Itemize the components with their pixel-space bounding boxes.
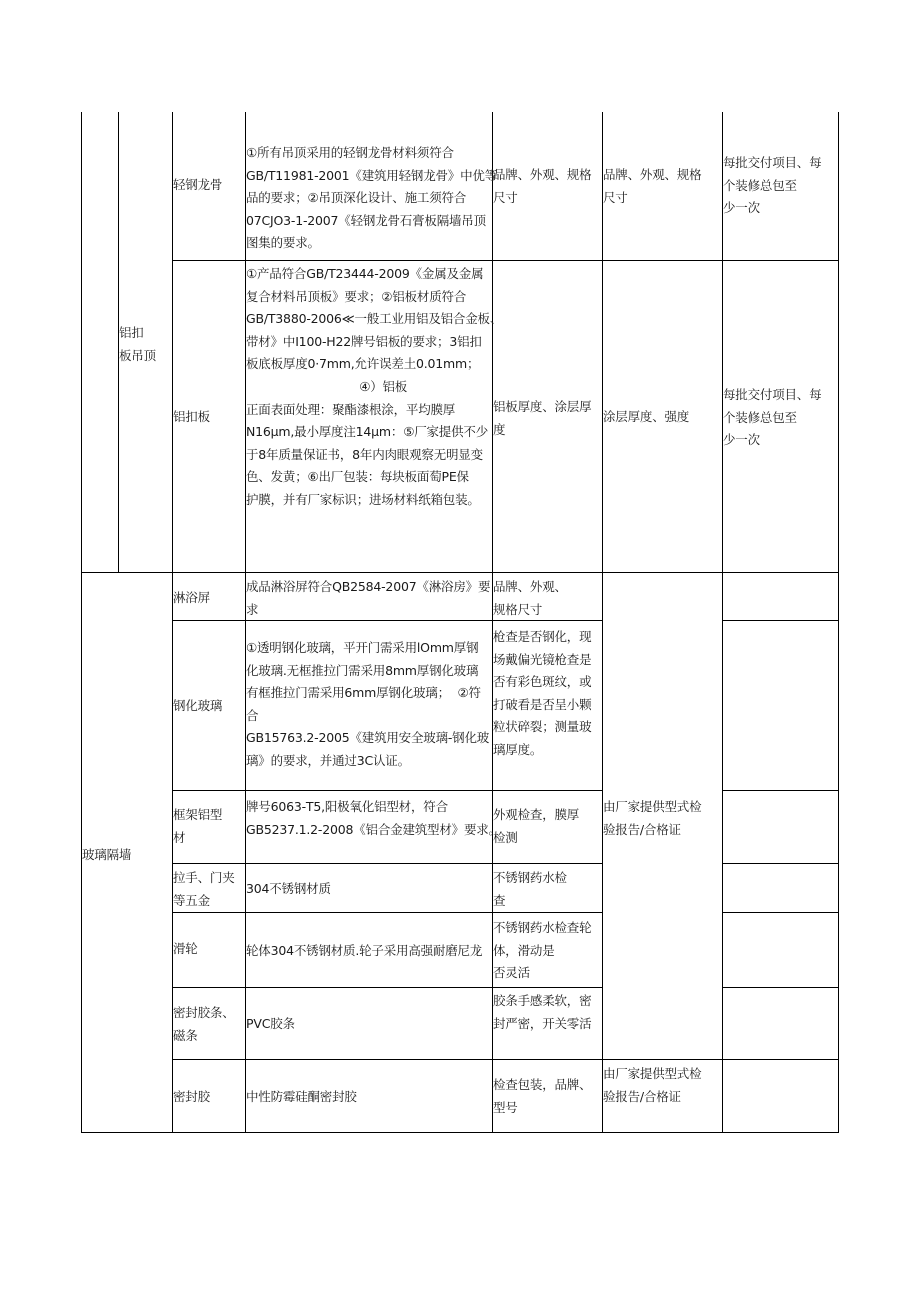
table-row-check: 涂层厚度、强度 [603,409,690,424]
table-row-name: 钢化玻璃 [173,698,223,713]
group-label-aluminum-ceiling: 铝扣 板吊顶 [119,325,156,363]
table-rule [81,572,839,573]
table-rule [722,620,839,621]
table-rule [722,912,839,913]
table-row-name: 轻钢龙骨 [173,177,223,192]
table-row-name: 滑轮 [173,941,198,956]
table-row-check: 枪查是否钢化，现 场戴偏光镜枪查是 否有彩色斑纹，或 打破看是否呈小颗 粒状碎裂；测量玻 璃厚度。 [493,629,592,757]
table-rule [722,863,839,864]
table-row-check: 铝板厚度、涂层厚 度 [493,399,592,437]
table-row-frequency: 每批交付项目、每 个装修总包至 少一次 [723,155,822,216]
group-label-glass-partition: 玻璃隔墙 [82,847,132,862]
table-rule [722,112,723,1133]
table-rule [722,987,839,988]
table-row-check: 胶条手感柔软，密 封严密，开关零活 [493,993,592,1031]
table-rule [722,790,839,791]
table-row-name: 密封胶条、 磁条 [173,1005,235,1043]
table-row-standard: ①所有吊顶采用的轻钢龙骨材料须符合 GB/T11981-2001《建筑用轻钢龙骨》中优等 品的要求；②吊顶深化设计、施工须符合 07CJO3-1-2007《轻钢龙骨石膏板隔墙吊顶 图集的要求。 [246,145,497,251]
table-row-check: 外观检查，膜厚 检测 [493,807,580,845]
table-row-check: 检查包装，品牌、 型号 [493,1077,592,1115]
table-rule [172,790,602,791]
table-row-standard: 轮体304不锈钢材质.轮子采用高强耐磨尼龙 [246,943,483,958]
table-row-check: 品牌、外观、规格 尺寸 [603,167,702,205]
table-row-name: 框架铝型 材 [173,807,223,845]
table-rule [81,1132,839,1133]
table-row-standard: ①透明钢化玻璃，平开门需采用lOmm厚钢 化玻璃.无框推拉门需采用8mm厚钢化玻璃 有框推拉门需采用6mm厚钢化玻璃； ②符 合 GB15763.2-2005《建筑用安全玻璃-钢化玻 璃》的要求，并通过3C认证。 [246,640,490,768]
table-row-standard: 成品淋浴屏符合QB2584-2007《淋浴房》要 求 [246,579,491,617]
table-row-check: 品牌、外观、规格 尺寸 [493,167,592,205]
table-row-standard: 牌号6063-T5,阳极氧化铝型材，符合 GB5237.1.2-2008《铝合金建筑型材》要求。 [246,799,501,837]
table-rule [81,112,82,1133]
table-row-standard: PVC胶条 [246,1016,295,1031]
table-rule [838,112,839,1133]
table-row-standard: 304不锈钢材质 [246,881,331,896]
table-rule [172,1059,839,1060]
table-row-frequency: 每批交付项目、每 个装修总包至 少一次 [723,387,822,448]
table-row-standard: 中性防霉硅酮密封胶 [246,1089,357,1104]
table-rule [172,987,602,988]
table-rule [172,112,173,1133]
glass-check2-merged: 由厂家提供型式检 验报告/合格证 [603,799,702,837]
table-rule [172,260,839,261]
table-rule [172,863,602,864]
table-row-name: 淋浴屏 [173,590,210,605]
table-row-check: 不锈钢药水检查轮 体，滑动是 否灵活 [493,920,592,981]
table-row-standard: ①产品符合GB/T23444-2009《金属及金属 复合材料吊顶板》要求；②铝板材质符合 GB/T3880-2006≪一般工业用铝及铝合金板、 带材》中I100-H22牌号铝板的要求；3铝扣 板底板厚度0·7mm,允许误差土0.01mm； ④）铝板 正面表面处理：聚酯漆根涂，平均膜厚 N16μm,最小厚度注14μm：⑤厂家提供不少 于8年质量保证书，8年内肉眼观察无明显变 色、发黄；⑥出厂包装：每块板面萄PE保 护膜，并有厂家标识；进场材料纸箱包装。 [246,266,503,507]
table-row-check: 由厂家提供型式检 验报告/合格证 [603,1066,702,1104]
table-row-name: 拉手、门夹 等五金 [173,870,235,908]
table-row-name: 铝扣板 [173,409,210,424]
table-row-check: 不锈钢药水检 查 [493,870,567,908]
table-rule [602,112,603,1133]
table-row-name: 密封胶 [173,1089,210,1104]
table-row-check: 品牌、外观、 规格尺寸 [493,579,567,617]
